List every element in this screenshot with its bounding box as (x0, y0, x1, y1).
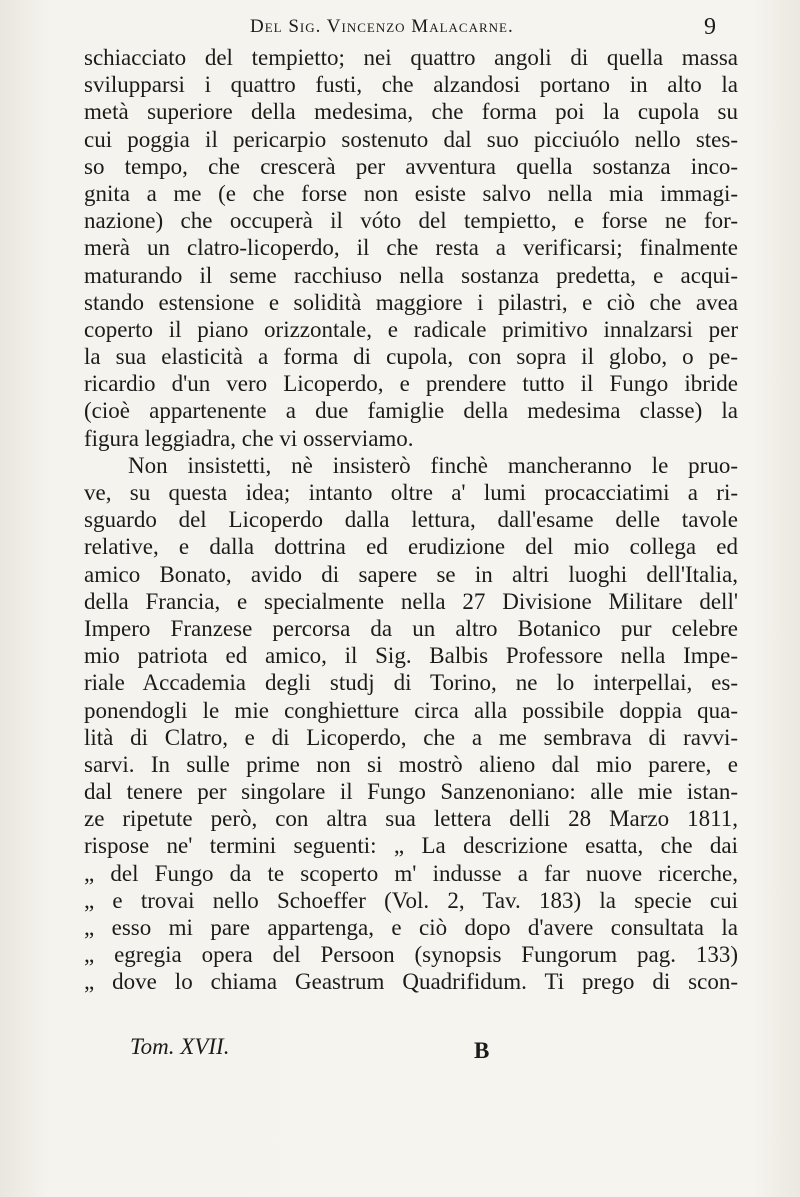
text-line: cui poggia il pericarpio sostenuto dal suo picciuólo nello stes- (84, 126, 738, 152)
text-line: stando estensione e solidità maggiore i pilastri, e ciò che avea (84, 289, 738, 315)
text-line: ricardio d'un vero Licoperdo, e prendere tutto il Fungo ibride (84, 371, 738, 397)
signature-mark: B (474, 1038, 490, 1063)
quote-line: „ dove lo chiama Geastrum Quadrifidum. Ti prego di scon- (84, 969, 738, 995)
quote-line: „ esso mi pare appartenga, e ciò dopo d'avere consultata la (84, 915, 738, 940)
text-line: (cioè appartenente a due famiglie della medesima classe) la (84, 398, 738, 424)
text-line: Impero Franzese percorsa da un altro Botanico pur celebre (84, 615, 738, 641)
quote-line: „ e trovai nello Schoeffer (Vol. 2, Tav. 183) la specie cui (84, 887, 738, 913)
text-line: rispose ne' termini seguenti: „ La descrizione esatta, che dai (84, 833, 738, 859)
text-line: della Francia, e specialmente nella 27 Divisione Militare dell' (84, 588, 738, 614)
text-line: mio patriota ed amico, il Sig. Balbis Professore nella Impe- (84, 643, 738, 669)
text-line: relative, e dalla dottrina ed erudizione del mio collega ed (84, 534, 738, 560)
text-line: schiacciato del tempietto; nei quattro angoli di quella massa (84, 45, 738, 70)
text-line: la sua elasticità a forma di cupola, con sopra il globo, o pe- (84, 344, 738, 370)
body-text (84, 44, 738, 996)
quote-line: „ egregia opera del Persoon (synopsis Fungorum pag. 133) (84, 942, 738, 968)
text-line: merà un clatro-licoperdo, il che resta a verificarsi; finalmente (84, 235, 738, 261)
running-head: Del Sig. Vincenzo Malacarne. (250, 16, 514, 37)
text-line: amico Bonato, avido di sapere se in altri luoghi dell'Italia, (84, 561, 738, 587)
text-line: ve, su questa idea; intanto oltre a' lumi procacciatimi a ri- (84, 480, 738, 505)
text-line: riale Accademia degli studj di Torino, ne lo interpellai, es- (84, 670, 738, 696)
text-line: sguardo del Licoperdo dalla lettura, dall'esame delle tavole (84, 507, 738, 533)
page-header (250, 12, 770, 42)
text-line: ponendogli le mie conghietture circa alla possibile doppia qua- (84, 697, 738, 723)
quote-line: „ del Fungo da te scoperto m' indusse a far nuove ricerche, (84, 860, 738, 886)
volume-label: Tom. XVII. (130, 1034, 230, 1059)
text-line: metà superiore della medesima, che forma poi la cupola su (84, 99, 738, 125)
text-line: lità di Clatro, e di Licoperdo, che a me sembrava di ravvi- (84, 724, 738, 750)
text-line: nazione) che occuperà il vóto del tempietto, e forse ne for- (84, 208, 738, 234)
text-line: ze ripetute però, con altra sua lettera delli 28 Marzo 1811, (84, 806, 738, 832)
paragraph-start-line: Non insistetti, nè insisterò finchè mancheranno le pruo- (128, 452, 738, 478)
text-line: coperto il piano orizzontale, e radicale primitivo innalzarsi per (84, 316, 738, 342)
text-line: gnita a me (e che forse non esiste salvo nella mia immagi- (84, 180, 738, 206)
paragraph-end-line: figura leggiadra, che vi osserviamo. (84, 425, 414, 451)
page-number: 9 (704, 14, 716, 40)
page-footer (130, 1034, 530, 1066)
text-line: dal tenere per singolare il Fungo Sanzenoniano: alle mie istan- (84, 779, 738, 805)
text-line: so tempo, che crescerà per avventura quella sostanza inco- (84, 153, 738, 179)
text-line: svilupparsi i quattro fusti, che alzandosi portano in alto la (84, 72, 738, 98)
text-line: sarvi. In sulle prime non si mostrò alieno dal mio parere, e (84, 751, 738, 777)
text-line: maturando il seme racchiuso nella sostanza predetta, e acqui- (84, 262, 738, 288)
